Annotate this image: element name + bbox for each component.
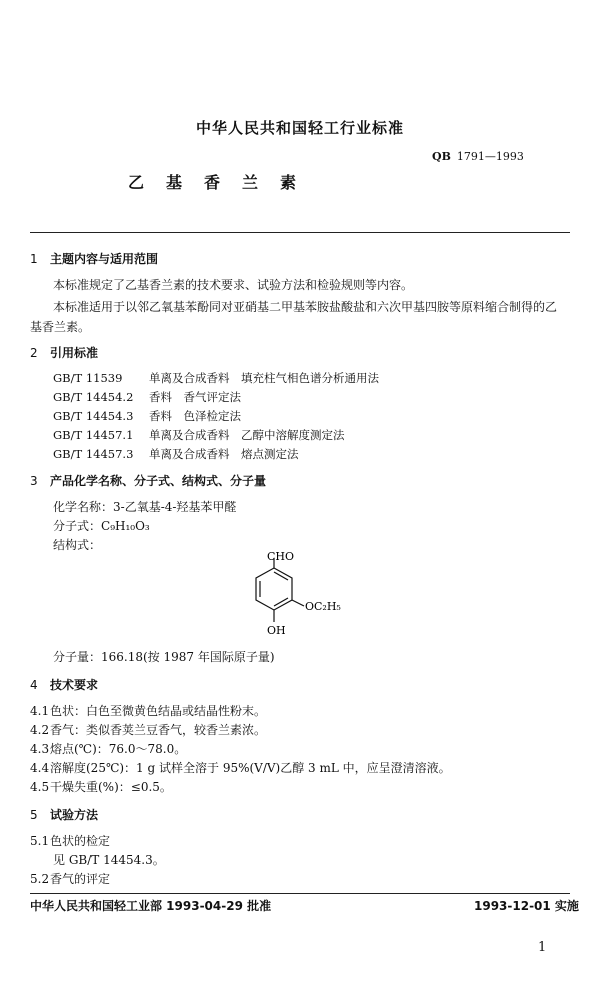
item-text: 干燥失重(%)：≤0.5。 bbox=[50, 780, 172, 794]
page-number: 1 bbox=[538, 940, 547, 955]
section-title: 主题内容与适用范围 bbox=[50, 252, 159, 266]
section-5-heading bbox=[30, 806, 98, 823]
chemical-name: 化学名称：3-乙氧基-4-羟基苯甲醛 bbox=[53, 500, 237, 514]
item-number: 5.1 bbox=[30, 834, 50, 848]
group-oc2h5: OC₂H₅ bbox=[305, 600, 341, 613]
section-title: 产品化学名称、分子式、结构式、分子量 bbox=[50, 474, 267, 488]
document-title: 乙基香兰素 bbox=[128, 173, 319, 192]
reference-code: GB/T 11539 bbox=[53, 371, 123, 385]
reference-code: GB/T 14454.2 bbox=[53, 390, 134, 404]
formula-label: 分子式： bbox=[53, 519, 102, 533]
section-title: 引用标准 bbox=[50, 346, 99, 360]
paragraph: 本标准适用于以邻乙氧基苯酚同对亚硝基二甲基苯胺盐酸盐和六次甲基四胺等原料缩合制得的乙 bbox=[53, 300, 558, 314]
paragraph: 基香兰素。 bbox=[30, 320, 91, 334]
section-number: 3 bbox=[30, 474, 38, 488]
reference-title: 香料 色泽检定法 bbox=[149, 409, 241, 423]
item-text: 熔点(℃)：76.0～78.0。 bbox=[50, 742, 187, 756]
reference-item bbox=[53, 408, 241, 424]
reference-code: GB/T 14457.1 bbox=[53, 428, 134, 442]
section-number: 1 bbox=[30, 252, 38, 266]
reference-code: GB/T 14457.3 bbox=[53, 447, 134, 461]
formula-value: C₉H₁₀O₃ bbox=[101, 519, 150, 533]
reference-title: 单离及合成香料 熔点测定法 bbox=[149, 447, 299, 461]
requirement-item bbox=[30, 721, 266, 738]
item-number: 4.2 bbox=[30, 723, 50, 737]
reference-item bbox=[53, 389, 241, 405]
test-item bbox=[30, 870, 110, 887]
requirement-item bbox=[30, 778, 172, 795]
item-number: 4.5 bbox=[30, 780, 50, 794]
structure-label: 结构式： bbox=[53, 538, 102, 552]
test-item-detail: 见 GB/T 14454.3。 bbox=[53, 853, 165, 867]
double-bond bbox=[274, 572, 288, 580]
implementation-date: 1993-12-01 实施 bbox=[474, 899, 579, 913]
requirement-item bbox=[30, 702, 266, 719]
reference-item bbox=[53, 427, 345, 443]
requirement-item bbox=[30, 759, 451, 776]
item-text: 溶解度(25℃)：1 g 试样全溶于 95%(V/V)乙醇 3 mL 中，应呈澄清溶液。 bbox=[50, 761, 451, 775]
section-number: 2 bbox=[30, 346, 38, 360]
org-title: 中华人民共和国轻工行业标准 bbox=[195, 119, 404, 137]
item-number: 4.1 bbox=[30, 704, 50, 718]
requirement-item bbox=[30, 740, 186, 757]
section-3-heading bbox=[30, 472, 266, 489]
reference-item bbox=[53, 370, 379, 386]
section-2-heading bbox=[30, 344, 98, 361]
item-text: 色状：白色至微黄色结晶或结晶性粉末。 bbox=[50, 704, 267, 718]
group-oh: OH bbox=[267, 624, 286, 637]
structural-formula bbox=[230, 550, 370, 642]
section-1-heading bbox=[30, 250, 158, 267]
reference-title: 香料 香气评定法 bbox=[149, 390, 241, 404]
header-divider bbox=[30, 232, 570, 233]
bond-ethoxy bbox=[292, 600, 304, 606]
molecular-weight: 分子量：166.18(按 1987 年国际原子量) bbox=[53, 650, 275, 664]
section-number: 5 bbox=[30, 808, 38, 822]
approval-date: 中华人民共和国轻工业部 1993-04-29 批准 bbox=[30, 899, 272, 913]
item-number: 5.2 bbox=[30, 872, 50, 886]
footer-divider bbox=[30, 893, 570, 894]
reference-code: GB/T 14454.3 bbox=[53, 409, 134, 423]
reference-title: 单离及合成香料 乙醇中溶解度测定法 bbox=[149, 428, 345, 442]
paragraph: 本标准规定了乙基香兰素的技术要求、试验方法和检验规则等内容。 bbox=[53, 278, 414, 292]
group-cho: CHO bbox=[267, 550, 295, 563]
section-title: 技术要求 bbox=[50, 678, 99, 692]
standard-code-prefix: QB bbox=[432, 150, 451, 163]
molecular-formula bbox=[53, 517, 150, 534]
item-number: 4.4 bbox=[30, 761, 50, 775]
standard-code bbox=[432, 150, 524, 163]
double-bond bbox=[274, 598, 288, 606]
reference-title: 单离及合成香料 填充柱气相色谱分析通用法 bbox=[149, 371, 379, 385]
item-text: 香气的评定 bbox=[50, 872, 111, 886]
item-number: 4.3 bbox=[30, 742, 50, 756]
item-text: 色状的检定 bbox=[50, 834, 111, 848]
section-4-heading bbox=[30, 676, 98, 693]
reference-item bbox=[53, 446, 299, 462]
section-number: 4 bbox=[30, 678, 38, 692]
item-text: 香气：类似香荚兰豆香气，较香兰素浓。 bbox=[50, 723, 267, 737]
section-title: 试验方法 bbox=[50, 808, 99, 822]
standard-code-number: 1791—1993 bbox=[456, 150, 524, 163]
benzene-ring bbox=[256, 568, 292, 610]
test-item bbox=[30, 832, 110, 849]
